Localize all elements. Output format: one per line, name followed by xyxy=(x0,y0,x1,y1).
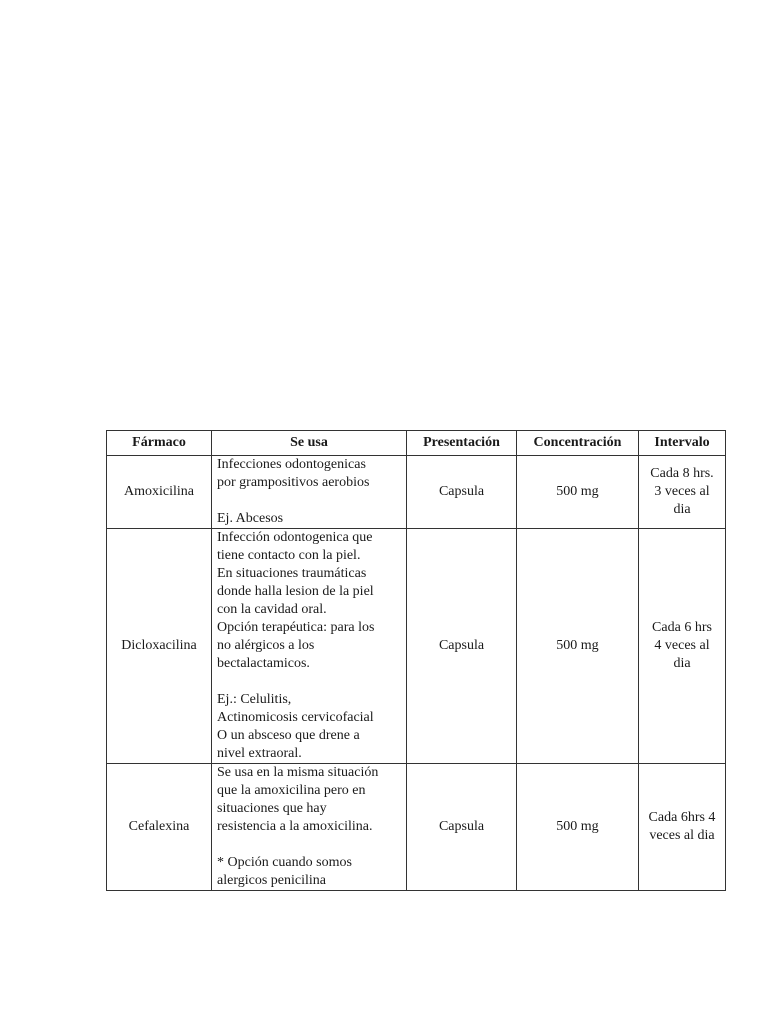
intervalo-line: Cada 8 hrs. xyxy=(650,466,714,481)
uso-line: donde halla lesion de la piel xyxy=(217,584,374,599)
concentracion-cell: 500 mg xyxy=(517,529,639,764)
uso-line: Se usa en la misma situación xyxy=(217,765,379,780)
presentacion-cell: Capsula xyxy=(407,456,517,529)
uso-line: Ej.: Celulitis, xyxy=(217,692,292,707)
header-concentracion: Concentración xyxy=(517,431,639,456)
intervalo-line: dia xyxy=(673,502,691,517)
uso-line: * Opción cuando somos xyxy=(217,855,352,870)
uso-line: por grampositivos aerobios xyxy=(217,475,370,490)
header-se-usa: Se usa xyxy=(212,431,407,456)
table-header-row xyxy=(107,431,726,456)
uso-cell xyxy=(212,764,407,891)
uso-line: con la cavidad oral. xyxy=(217,602,327,617)
uso-line: Infecciones odontogenicas xyxy=(217,457,366,472)
intervalo-line: 3 veces al xyxy=(654,484,710,499)
drug-table xyxy=(106,430,726,891)
intervalo-line: 4 veces al xyxy=(654,638,710,653)
table-row xyxy=(107,764,726,891)
header-intervalo: Intervalo xyxy=(639,431,726,456)
blank-line xyxy=(217,492,401,510)
uso-line: O un absceso que drene a xyxy=(217,728,360,743)
uso-line: nivel extraoral. xyxy=(217,746,302,761)
intervalo-line: Cada 6 hrs xyxy=(652,620,712,635)
farmaco-cell: Dicloxacilina xyxy=(107,529,212,764)
farmaco-cell: Cefalexina xyxy=(107,764,212,891)
uso-line: Ej. Abcesos xyxy=(217,511,284,526)
table-row xyxy=(107,456,726,529)
uso-line: Opción terapéutica: para los xyxy=(217,620,375,635)
uso-line: situaciones que hay xyxy=(217,801,327,816)
intervalo-cell xyxy=(639,764,726,891)
blank-line xyxy=(217,673,401,691)
intervalo-line: Cada 6hrs 4 xyxy=(648,810,716,825)
blank-line xyxy=(217,836,401,854)
uso-line: bectalactamicos. xyxy=(217,656,310,671)
uso-line: resistencia a la amoxicilina. xyxy=(217,819,373,834)
uso-line: Infección odontogenica que xyxy=(217,530,373,545)
uso-line: tiene contacto con la piel. xyxy=(217,548,361,563)
concentracion-cell: 500 mg xyxy=(517,764,639,891)
header-presentacion: Presentación xyxy=(407,431,517,456)
header-farmaco: Fármaco xyxy=(107,431,212,456)
uso-line: Actinomicosis cervicofacial xyxy=(217,710,374,725)
presentacion-cell: Capsula xyxy=(407,764,517,891)
farmaco-cell: Amoxicilina xyxy=(107,456,212,529)
table-row xyxy=(107,529,726,764)
uso-line: que la amoxicilina pero en xyxy=(217,783,366,798)
intervalo-line: dia xyxy=(673,656,691,671)
uso-line: En situaciones traumáticas xyxy=(217,566,367,581)
intervalo-cell xyxy=(639,529,726,764)
uso-cell xyxy=(212,529,407,764)
presentacion-cell: Capsula xyxy=(407,529,517,764)
uso-line: alergicos penicilina xyxy=(217,873,326,888)
uso-cell xyxy=(212,456,407,529)
intervalo-line: veces al dia xyxy=(649,828,715,843)
concentracion-cell: 500 mg xyxy=(517,456,639,529)
intervalo-cell xyxy=(639,456,726,529)
uso-line: no alérgicos a los xyxy=(217,638,315,653)
